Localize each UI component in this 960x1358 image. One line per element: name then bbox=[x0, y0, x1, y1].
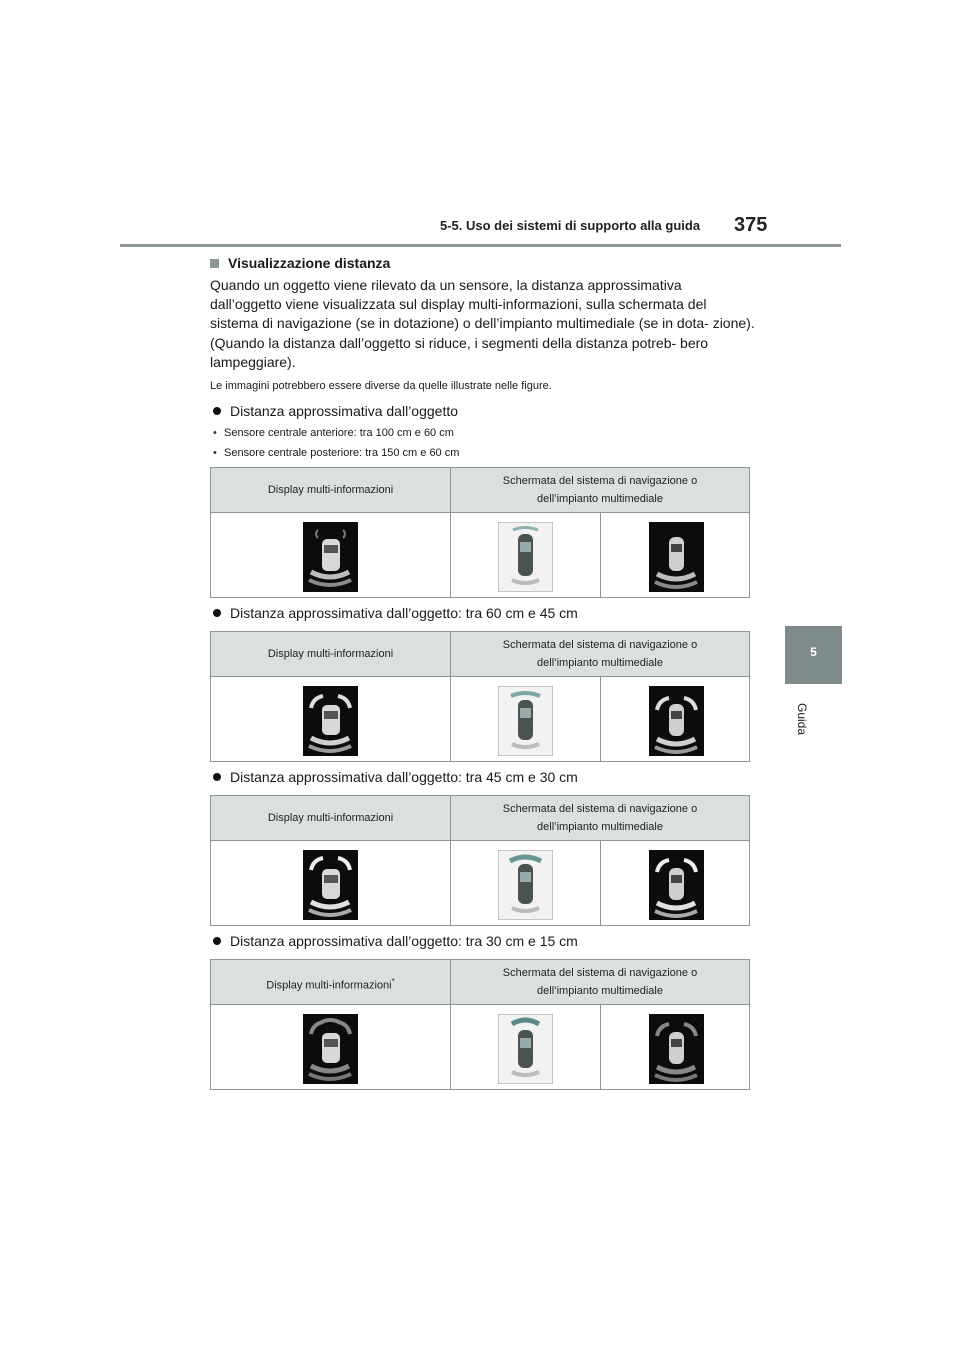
square-bullet-icon bbox=[210, 259, 219, 268]
bullet-heading-text: Distanza approssimativa dall’oggetto: tra 30 cm e 15 cm bbox=[230, 933, 578, 949]
chapter-tab-label: Guida bbox=[795, 702, 809, 736]
header-navigation: Schermata del sistema di navigazione o dell’impianto multimediale bbox=[502, 475, 698, 505]
bullet-dot-icon bbox=[213, 773, 221, 781]
image-note: Le immagini potrebbero essere diverse da quelle illustrate nelle figure. bbox=[210, 380, 552, 392]
page-number: 375 bbox=[734, 214, 768, 236]
nav-car-image bbox=[498, 522, 553, 597]
bullet-heading-text: Distanza approssimativa dall’oggetto: tra 45 cm e 30 cm bbox=[230, 769, 578, 785]
bullet-dot-icon bbox=[213, 937, 221, 945]
nav-car-image bbox=[498, 686, 553, 761]
footnote-marker: * bbox=[391, 977, 395, 986]
header-navigation: Schermata del sistema di navigazione o dell’impianto multimediale bbox=[502, 639, 698, 669]
header-rule bbox=[120, 244, 841, 247]
multimedia-car-image bbox=[649, 850, 704, 925]
header-multi-info: Display multi-informazioni* bbox=[266, 977, 395, 992]
header-navigation: Schermata del sistema di navigazione o dell’impianto multimediale bbox=[502, 803, 698, 833]
bullet-dot-icon bbox=[213, 609, 221, 617]
distance-table-4 bbox=[210, 959, 750, 1090]
mid-car-image bbox=[303, 1014, 358, 1089]
multimedia-car-image bbox=[649, 522, 704, 597]
bullet-heading-1 bbox=[213, 403, 458, 419]
distance-table-1 bbox=[210, 467, 750, 598]
header-multi-info: Display multi-informazioni bbox=[267, 812, 394, 824]
bullet-heading-text: Distanza approssimativa dall’oggetto bbox=[230, 403, 459, 419]
bullet-heading-3 bbox=[213, 769, 578, 785]
mid-car-image bbox=[303, 850, 358, 925]
nav-car-image bbox=[498, 1014, 553, 1089]
mid-car-image bbox=[303, 522, 358, 597]
bullet-heading-text: Distanza approssimativa dall’oggetto: tra 60 cm e 45 cm bbox=[230, 605, 578, 621]
distance-table-2 bbox=[210, 631, 750, 762]
bullet-heading-2 bbox=[213, 605, 578, 621]
mid-car-image bbox=[303, 686, 358, 761]
distance-table-3 bbox=[210, 795, 750, 926]
multimedia-car-image bbox=[649, 1014, 704, 1089]
header-multi-info: Display multi-informazioni bbox=[267, 648, 394, 660]
intro-paragraph: Quando un oggetto viene rilevato da un sensore, la distanza approssimativa dall’oggetto viene visualizzata sul display multi-informazioni, sulla schermata del sistema di navigazione (se in dotazione) o dell’impianto multimediale (se in dota- zione). (Quando la distanza dall’oggetto si riduce, i segmenti della distanza potreb- bero lampeggiare). bbox=[210, 277, 755, 370]
section-title bbox=[210, 255, 390, 271]
page-header-section: 5-5. Uso dei sistemi di supporto alla guida bbox=[440, 218, 701, 233]
section-title-text: Visualizzazione distanza bbox=[228, 255, 391, 271]
chapter-tab-number: 5 bbox=[810, 645, 817, 659]
bullet-heading-4 bbox=[213, 933, 578, 949]
header-multi-info: Display multi-informazioni bbox=[267, 484, 394, 496]
detail-rear-sensor: • Sensore centrale posteriore: tra 150 cm e 60 cm bbox=[213, 447, 459, 459]
detail-front-sensor: • Sensore centrale anteriore: tra 100 cm e 60 cm bbox=[213, 427, 454, 439]
nav-car-image bbox=[498, 850, 553, 925]
multimedia-car-image bbox=[649, 686, 704, 761]
bullet-dot-icon bbox=[213, 407, 221, 415]
header-navigation: Schermata del sistema di navigazione o dell’impianto multimediale bbox=[502, 967, 698, 997]
